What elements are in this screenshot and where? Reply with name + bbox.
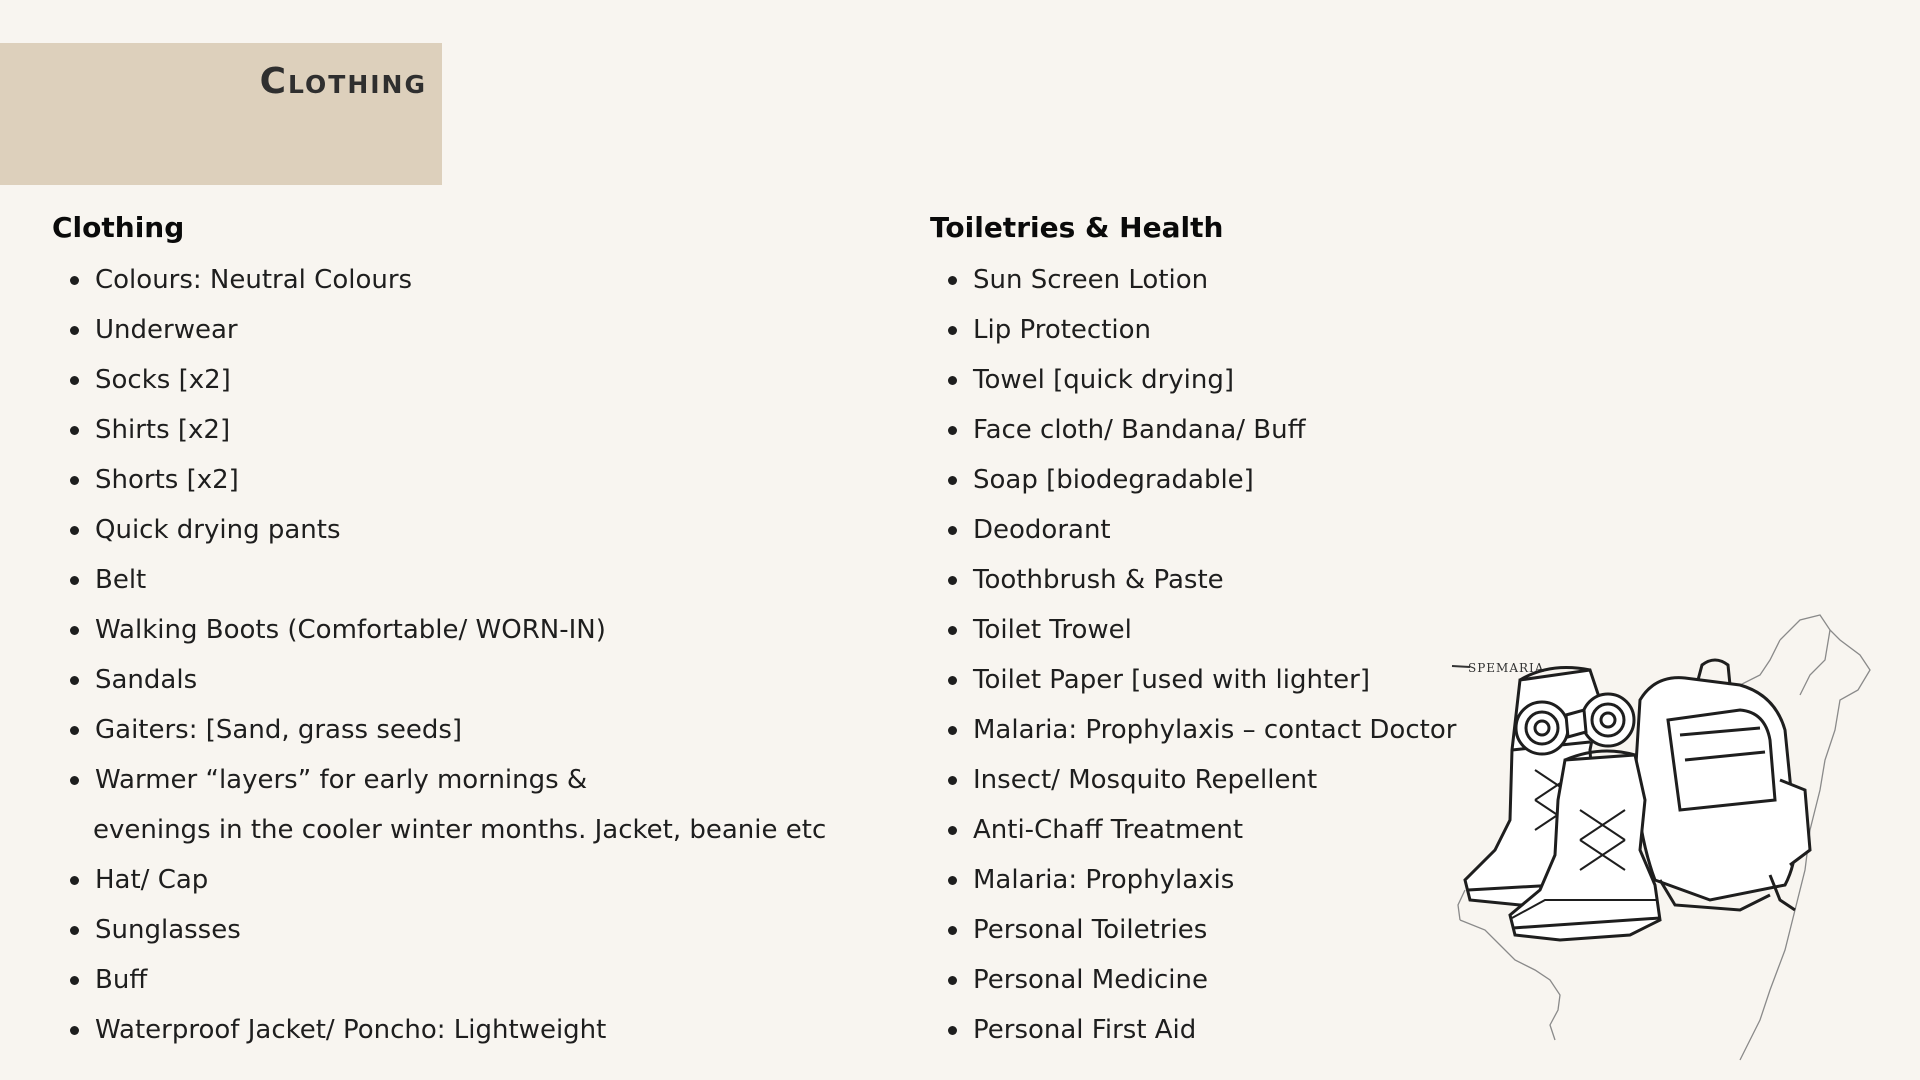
list-item: Underwear	[52, 305, 892, 355]
list-item: Hat/ Cap	[52, 855, 892, 905]
list-item: Sandals	[52, 655, 892, 705]
list-item: Malaria: Prophylaxis	[930, 855, 1490, 905]
list-item: Toilet Paper [used with lighter]	[930, 655, 1490, 705]
list-item: Walking Boots (Comfortable/ WORN-IN)	[52, 605, 892, 655]
list-item: Anti-Chaff Treatment	[930, 805, 1490, 855]
list-item: Personal Medicine	[930, 955, 1490, 1005]
list-item: Buff	[52, 955, 892, 1005]
list-item: Towel [quick drying]	[930, 355, 1490, 405]
boots-backpack-illustration	[1440, 600, 1920, 1070]
title-banner	[0, 43, 442, 185]
list-item: Gaiters: [Sand, grass seeds]	[52, 705, 892, 755]
toiletries-heading: Toiletries & Health	[930, 211, 1224, 244]
list-item-warmer-layers	[52, 755, 892, 855]
list-item: Personal First Aid	[930, 1005, 1490, 1055]
map-label: SPEMARIA	[1468, 661, 1545, 675]
toiletries-list	[930, 255, 1490, 1055]
list-item: Insect/ Mosquito Repellent	[930, 755, 1490, 805]
list-item: Waterproof Jacket/ Poncho: Lightweight	[52, 1005, 892, 1055]
clothing-column	[52, 205, 892, 1055]
list-item: Sunglasses	[52, 905, 892, 955]
list-item-line: Warmer “layers” for early mornings &	[95, 765, 588, 795]
list-item: Belt	[52, 555, 892, 605]
list-item: Sun Screen Lotion	[930, 255, 1490, 305]
list-item: Quick drying pants	[52, 505, 892, 555]
clothing-list	[52, 255, 892, 1055]
list-item: Deodorant	[930, 505, 1490, 555]
list-item: Socks [x2]	[52, 355, 892, 405]
list-item: Colours: Neutral Colours	[52, 255, 892, 305]
clothing-heading: Clothing	[52, 211, 185, 244]
list-item: Shirts [x2]	[52, 405, 892, 455]
list-item: Lip Protection	[930, 305, 1490, 355]
list-item: Toothbrush & Paste	[930, 555, 1490, 605]
list-item: Malaria: Prophylaxis – contact Doctor	[930, 705, 1490, 755]
toiletries-column	[930, 205, 1490, 1055]
list-item: Shorts [x2]	[52, 455, 892, 505]
list-item: Face cloth/ Bandana/ Buff	[930, 405, 1490, 455]
list-item: Toilet Trowel	[930, 605, 1490, 655]
list-item-line-continued: evenings in the cooler winter months. Jacket, beanie etc	[93, 815, 827, 845]
list-item: Soap [biodegradable]	[930, 455, 1490, 505]
page-title: Clothing	[259, 61, 427, 102]
list-item: Personal Toiletries	[930, 905, 1490, 955]
backpack	[1635, 660, 1810, 910]
